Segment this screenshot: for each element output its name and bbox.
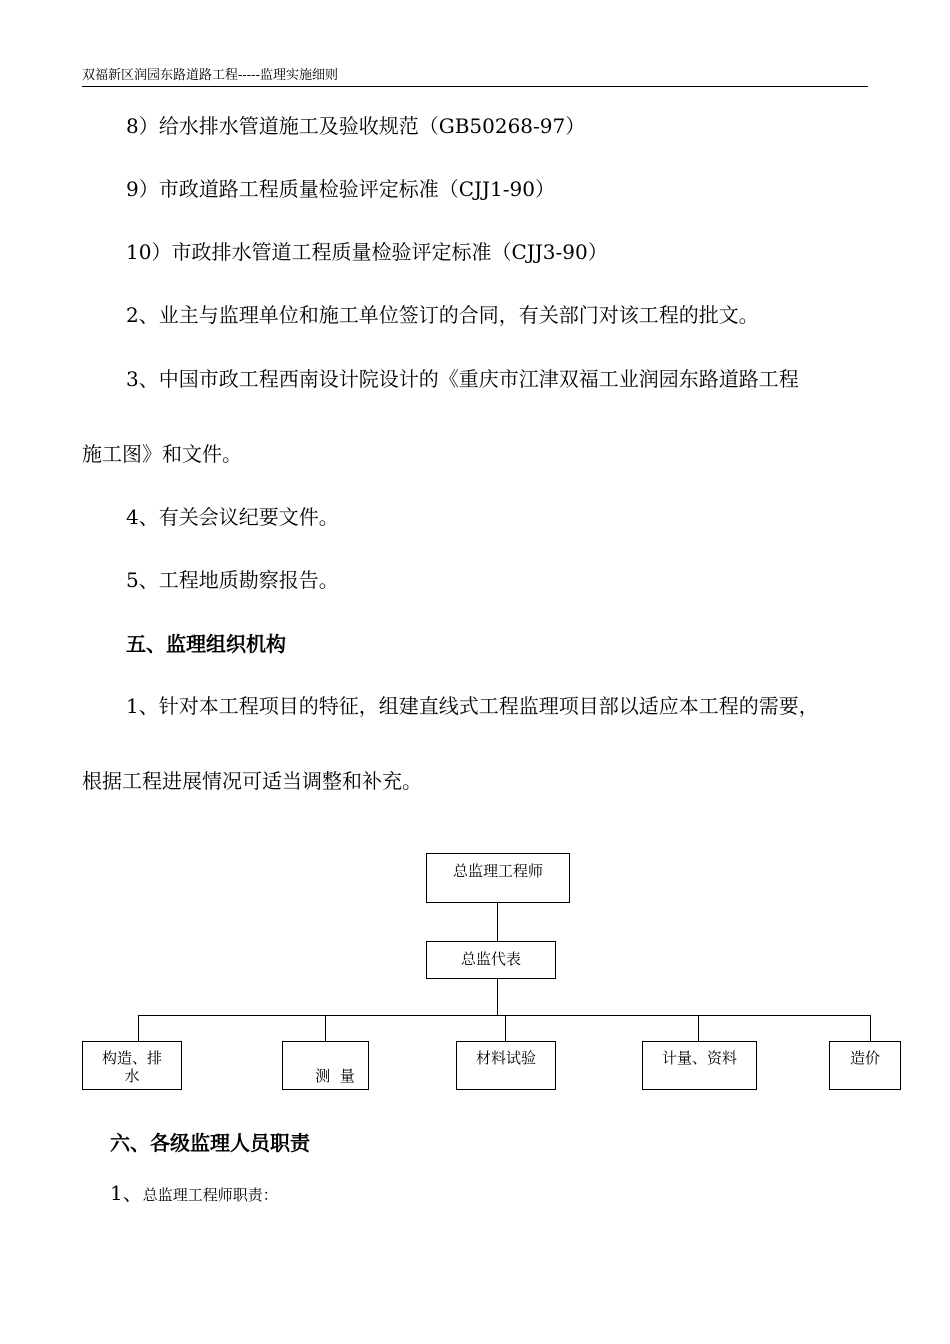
section-5-heading: 五、监理组织机构: [126, 632, 286, 656]
org-box-chief-engineer: [426, 853, 570, 903]
basis-item-4: 4、有关会议纪要文件。: [126, 505, 339, 529]
connector-dept-4: [698, 1015, 699, 1041]
header-divider: [82, 86, 868, 87]
standard-item-9: 9）市政道路工程质量检验评定标准（CJJ1-90）: [126, 177, 555, 201]
org-box-cost: [829, 1041, 901, 1090]
org-box-structure-drainage: [82, 1041, 182, 1090]
basis-item-3-line1: 3、中国市政工程西南设计院设计的《重庆市江津双福工业润园东路道路工程: [126, 367, 799, 391]
basis-item-3-line2: 施工图》和文件。: [82, 442, 242, 466]
org-paragraph-line1: 1、针对本工程项目的特征，组建直线式工程监理项目部以适应本工程的需要，: [126, 694, 819, 718]
standard-item-8: 8）给水排水管道施工及验收规范（GB50268-97）: [126, 114, 586, 138]
basis-item-5: 5、工程地质勘察报告。: [126, 568, 339, 592]
org-box-cost-label: 造价: [849, 1049, 880, 1067]
org-box-structure-drainage-line1: 构造、排: [101, 1049, 162, 1067]
connector-deputy-bus: [497, 979, 498, 1016]
standard-item-10: 10）市政排水管道工程质量检验评定标准（CJJ3-90）: [126, 240, 608, 264]
org-box-material-testing: [456, 1041, 556, 1090]
page-header-title: 双福新区润园东路道路工程-----监理实施细则: [82, 68, 338, 83]
org-box-deputy-label: 总监代表: [460, 950, 521, 968]
org-box-survey-label: 测 量: [315, 1067, 355, 1085]
org-box-measurement-records-label: 计量、资料: [661, 1049, 737, 1067]
org-box-material-testing-label: 材料试验: [475, 1049, 536, 1067]
connector-dept-5: [870, 1015, 871, 1041]
org-box-structure-drainage-line2: 水: [124, 1067, 140, 1085]
org-box-deputy: [426, 941, 556, 979]
org-box-survey: [282, 1041, 369, 1090]
connector-dept-2: [325, 1015, 326, 1041]
org-box-measurement-records: [642, 1041, 757, 1090]
connector-dept-3: [505, 1015, 506, 1041]
section-6-heading: 六、各级监理人员职责: [110, 1131, 310, 1155]
connector-chief-deputy: [497, 903, 498, 941]
duty-item-1-label: 总监理工程师职责：: [142, 1186, 278, 1204]
connector-dept-1: [138, 1015, 139, 1041]
basis-item-2: 2、业主与监理单位和施工单位签订的合同，有关部门对该工程的批文。: [126, 303, 759, 327]
org-paragraph-line2: 根据工程进展情况可适当调整和补充。: [82, 769, 422, 793]
org-box-chief-engineer-label: 总监理工程师: [452, 862, 543, 880]
duty-item-1: [110, 1180, 278, 1208]
duty-item-1-number: 1、: [110, 1181, 143, 1205]
